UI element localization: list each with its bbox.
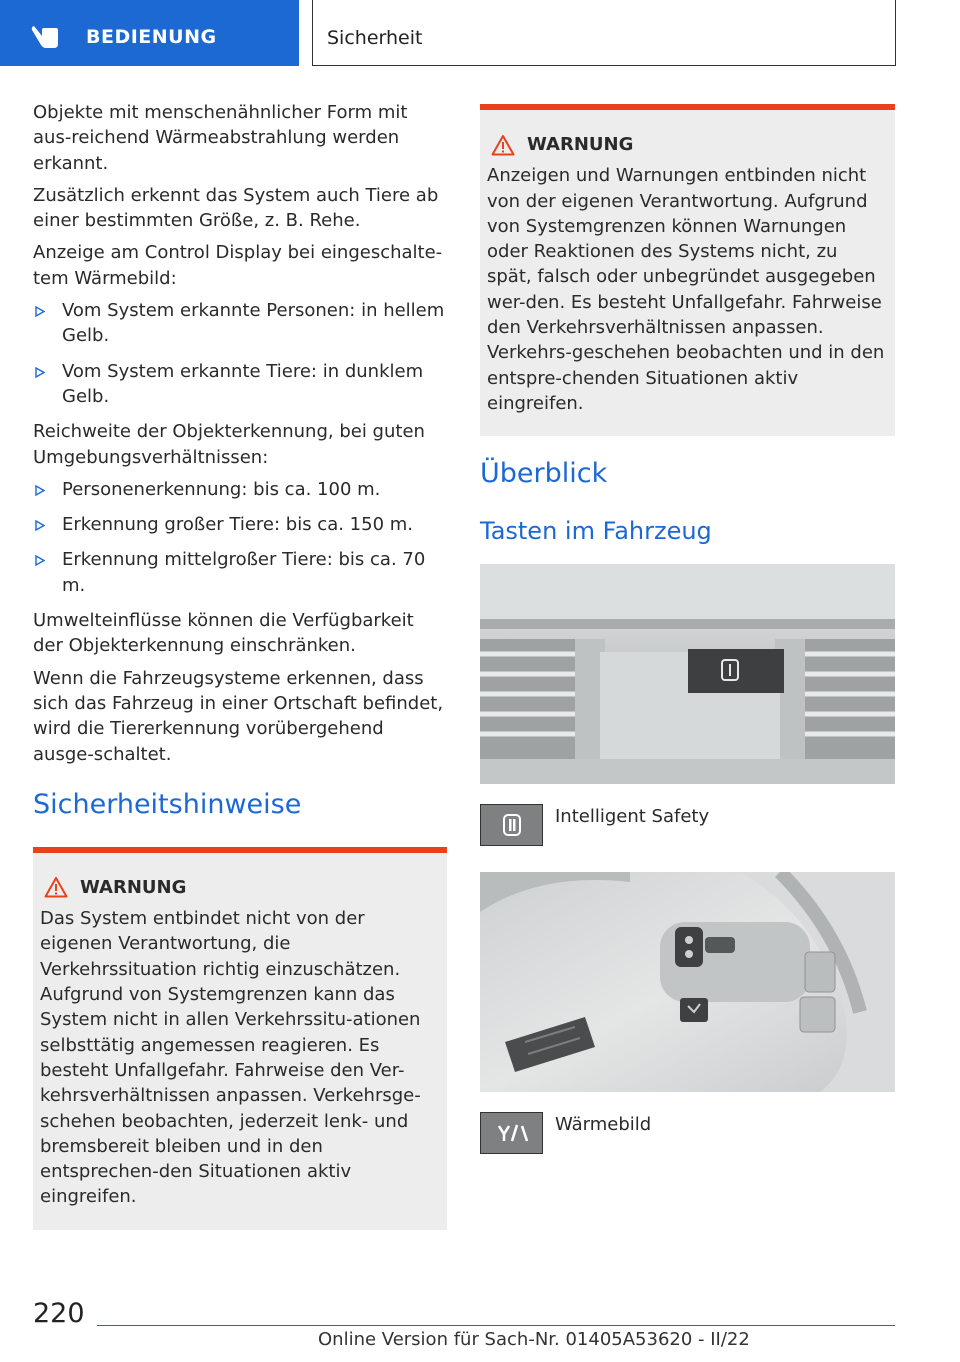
pointing-hand-icon bbox=[30, 22, 64, 50]
triangle-bullet-icon bbox=[35, 485, 45, 496]
intelligent-safety-button-image bbox=[480, 804, 543, 846]
paragraph: Objekte mit menschenähnlicher Form mit aus-reichend Wärmeabstrahlung werden erkannt. bbox=[33, 102, 408, 174]
list-item: Vom System erkannte Personen: in hellem Gelb. bbox=[33, 298, 447, 349]
intelligent-safety-icon bbox=[501, 812, 523, 838]
warning-box bbox=[480, 104, 895, 436]
triangle-bullet-icon bbox=[35, 520, 45, 531]
button-label: Intelligent Safety bbox=[555, 806, 710, 828]
left-column bbox=[33, 100, 447, 1230]
triangle-bullet-icon bbox=[35, 555, 45, 566]
list-item: Personenerkennung: bis ca. 100 m. bbox=[33, 477, 447, 502]
paragraph: Anzeige am Control Display bei eingeschalte-tem Wärmebild: bbox=[33, 242, 443, 289]
right-column bbox=[480, 104, 895, 1186]
thermal-image-icon bbox=[495, 1122, 529, 1144]
button-label: Wärmebild bbox=[555, 1114, 652, 1136]
button-legend-row bbox=[480, 804, 895, 846]
warning-box bbox=[33, 847, 447, 1230]
section-heading: Sicherheitshinweise bbox=[33, 788, 302, 820]
subsection-heading: Tasten im Fahrzeug bbox=[480, 517, 712, 546]
page-number: 220 bbox=[33, 1298, 85, 1329]
paragraph: Wenn die Fahrzeugsysteme erkennen, dass sich das Fahrzeug in einer Ortschaft befindet, wird die Tiererkennung vorübergehend ausge-schaltet. bbox=[33, 667, 444, 765]
warning-text: Anzeigen und Warnungen entbinden nicht von der eigenen Verantwortung. Aufgrund von Systemgrenzen können Warnungen oder Reaktionen des Systems nicht, zu spät, falsch oder unbegründet ausgegeben wer-den. Es besteht Unfallgefahr. Fahrweise den Verkehrsverhältnissen anpassen. Verkehrs-geschehen beobachten und in den entspre-chenden Situationen aktiv eingreifen. bbox=[487, 165, 885, 414]
paragraph: Zusätzlich erkennt das System auch Tiere ab einer bestimmten Größe, z. B. Rehe. bbox=[33, 184, 439, 232]
bullet-list bbox=[33, 477, 447, 598]
chapter-header bbox=[312, 0, 896, 66]
paragraph: Reichweite der Objekterkennung, bei guten Umgebungsverhältnissen: bbox=[33, 421, 425, 468]
warning-title: WARNUNG bbox=[40, 875, 439, 900]
section-heading: Überblick bbox=[480, 458, 608, 490]
section-label: BEDIENUNG bbox=[86, 26, 217, 48]
warning-triangle-icon bbox=[491, 134, 515, 156]
warning-title: WARNUNG bbox=[487, 132, 887, 157]
list-item: Erkennung mittelgroßer Tiere: bis ca. 70 m. bbox=[33, 547, 447, 598]
thermal-image-button-image bbox=[480, 1112, 543, 1154]
footer-note: Online Version für Sach-Nr. 01405A53620 - II/22 bbox=[318, 1329, 750, 1350]
button-legend-row bbox=[480, 1112, 895, 1154]
triangle-bullet-icon bbox=[35, 306, 45, 317]
list-item: Erkennung großer Tiere: bis ca. 150 m. bbox=[33, 512, 447, 537]
dashboard-photo bbox=[480, 564, 895, 784]
steering-column-photo bbox=[480, 872, 895, 1092]
warning-text: Das System entbindet nicht von der eigenen Verantwortung, die Verkehrssituation richtig einzuschätzen. Aufgrund von Systemgrenzen kann das System nicht in allen Verkehrssitu-ationen selbsttätig angemessen reagieren. Es besteht Unfallgefahr. Fahrweise den Ver-kehrsverhältnissen anpassen. Verkehrsge-schehen beobachten, jederzeit lenk- und bremsbereit bleiben und in den entsprechen-den Situationen aktiv eingreifen. bbox=[40, 908, 421, 1208]
warning-triangle-icon bbox=[44, 876, 68, 898]
chapter-title: Sicherheit bbox=[327, 27, 423, 49]
paragraph: Umwelteinflüsse können die Verfügbarkeit der Objekterkennung einschränken. bbox=[33, 610, 414, 657]
section-tab bbox=[0, 0, 299, 66]
footer-divider bbox=[97, 1325, 895, 1326]
list-item: Vom System erkannte Tiere: in dunklem Gelb. bbox=[33, 359, 447, 410]
triangle-bullet-icon bbox=[35, 367, 45, 378]
bullet-list bbox=[33, 298, 447, 409]
